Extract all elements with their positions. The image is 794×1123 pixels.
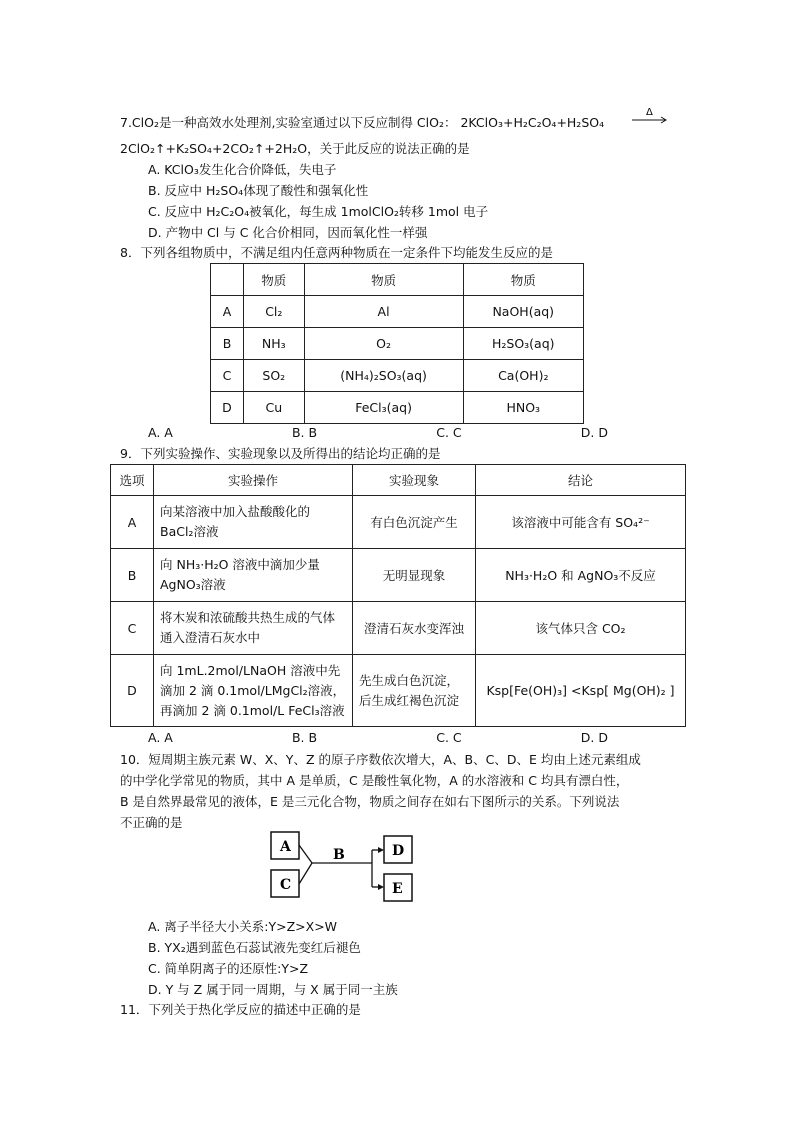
- table-header-cell: 物质: [244, 264, 305, 296]
- q7-stem-line1: 7.ClO₂是一种高效水处理剂,实验室通过以下反应制得 ClO₂： 2KClO₃+H₂C₂O₄+H₂SO₄: [120, 115, 605, 130]
- table-row: [211, 296, 584, 328]
- q7-option-c: C. 反应中 H₂C₂O₄被氧化，每生成 1molClO₂转移 1mol 电子: [148, 204, 489, 219]
- table-cell: NH₃: [244, 328, 305, 360]
- choice-c: C. C: [436, 730, 462, 745]
- q10-stem-line3: B 是自然界最常见的液体，E 是三元化合物，物质之间存在如右下图所示的关系。下列说法: [120, 794, 620, 809]
- table-header-cell: 实验操作: [154, 465, 353, 496]
- table-cell: 向某溶液中加入盐酸酸化的 BaCl₂溶液: [154, 496, 353, 549]
- q11-stem: 11．下列关于热化学反应的描述中正确的是: [120, 1002, 361, 1017]
- table-row: [111, 496, 686, 549]
- q8-stem: 8．下列各组物质中，不满足组内任意两种物质在一定条件下均能发生反应的是: [120, 245, 553, 260]
- table-cell: C: [211, 360, 244, 392]
- reaction-arrow: [632, 106, 668, 124]
- choice-a: A. A: [148, 425, 173, 440]
- table-cell: Cu: [244, 392, 305, 424]
- table-row: [211, 392, 584, 424]
- q10-option-c: C. 简单阴离子的还原性:Y>Z: [148, 961, 309, 976]
- table-cell: Cl₂: [244, 296, 305, 328]
- q7-option-a: A. KClO₃发生化合价降低，失电子: [148, 162, 337, 177]
- table-row: [111, 655, 686, 727]
- choice-d: D. D: [580, 730, 608, 745]
- table-header-row: [111, 465, 686, 496]
- q8-choices: [148, 425, 608, 440]
- table-cell: FeCl₃(aq): [304, 392, 463, 424]
- table-cell: 无明显现象: [353, 549, 476, 602]
- table-cell: H₂SO₃(aq): [463, 328, 583, 360]
- table-header-cell: 结论: [476, 465, 686, 496]
- table-cell: 澄清石灰水变浑浊: [353, 602, 476, 655]
- table-cell: Ksp[Fe(OH)₃] <Ksp[ Mg(OH)₂ ]: [476, 655, 686, 727]
- table-cell: D: [111, 655, 154, 727]
- table-header-cell: 物质: [463, 264, 583, 296]
- table-cell: 向 1mL.2mol/LNaOH 溶液中先滴加 2 滴 0.1mol/LMgCl₂溶液，再滴加 2 滴 0.1mol/L FeCl₃溶液: [154, 655, 353, 727]
- q7-option-b: B. 反应中 H₂SO₄体现了酸性和强氧化性: [148, 183, 369, 198]
- label-a: A: [280, 839, 291, 855]
- q10-stem-line1: 10．短周期主族元素 W、X、Y、Z 的原子序数依次增大，A、B、C、D、E 均由上述元素组成: [120, 752, 641, 767]
- choice-a: A. A: [148, 730, 173, 745]
- table-cell: SO₂: [244, 360, 305, 392]
- label-d: D: [392, 843, 405, 859]
- table-cell: Al: [304, 296, 463, 328]
- q10-option-b: B. YX₂遇到蓝色石蕊试液先变红后褪色: [148, 940, 361, 955]
- table-cell: C: [111, 602, 154, 655]
- table-header-cell: 实验现象: [353, 465, 476, 496]
- heat-condition: Δ: [646, 107, 653, 118]
- table-cell: 将木炭和浓硫酸共热生成的气体通入澄清石灰水中: [154, 602, 353, 655]
- table-row: [211, 360, 584, 392]
- table-cell: D: [211, 392, 244, 424]
- choice-b: B. B: [291, 730, 318, 745]
- choice-d: D. D: [580, 425, 608, 440]
- q10-option-d: D. Y 与 Z 属于同一周期，与 X 属于同一主族: [148, 982, 398, 997]
- table-cell: (NH₄)₂SO₃(aq): [304, 360, 463, 392]
- table-cell: 该气体只含 CO₂: [476, 602, 686, 655]
- label-e: E: [392, 881, 403, 897]
- table-header-cell: 选项: [111, 465, 154, 496]
- choice-b: B. B: [291, 425, 318, 440]
- table-cell: 该溶液中可能含有 SO₄²⁻: [476, 496, 686, 549]
- q10-stem-line4: 不正确的是: [120, 815, 183, 830]
- label-b: B: [333, 847, 345, 863]
- table-cell: B: [211, 328, 244, 360]
- table-row: [111, 602, 686, 655]
- table-cell: A: [211, 296, 244, 328]
- label-c: C: [280, 877, 292, 893]
- table-cell: O₂: [304, 328, 463, 360]
- table-cell: A: [111, 496, 154, 549]
- table-row: [111, 549, 686, 602]
- q9-stem: 9．下列实验操作、实验现象以及所得出的结论均正确的是: [120, 446, 441, 461]
- q7-stem-line2: 2ClO₂↑+K₂SO₄+2CO₂↑+2H₂O，关于此反应的说法正确的是: [120, 141, 470, 156]
- q9-table: [110, 464, 686, 727]
- q10-stem-line2: 的中学化学常见的物质，其中 A 是单质，C 是酸性氧化物，A 的水溶液和 C 均具有漂白性，: [120, 773, 629, 788]
- q10-option-a: A. 离子半径大小关系:Y>Z>X>W: [148, 919, 338, 934]
- table-cell: B: [111, 549, 154, 602]
- table-cell: 向 NH₃·H₂O 溶液中滴加少量 AgNO₃溶液: [154, 549, 353, 602]
- choice-c: C. C: [436, 425, 462, 440]
- q7-option-d: D. 产物中 Cl 与 C 化合价相同，因而氧化性一样强: [148, 225, 428, 240]
- table-cell: NaOH(aq): [463, 296, 583, 328]
- q10-relation-diagram: [268, 830, 418, 905]
- table-cell: Ca(OH)₂: [463, 360, 583, 392]
- table-cell: 有白色沉淀产生: [353, 496, 476, 549]
- table-cell: HNO₃: [463, 392, 583, 424]
- table-cell: NH₃·H₂O 和 AgNO₃不反应: [476, 549, 686, 602]
- table-header-cell: 物质: [304, 264, 463, 296]
- q8-table: [210, 263, 584, 424]
- table-header-cell: [211, 264, 244, 296]
- table-header-row: [211, 264, 584, 296]
- table-cell: 先生成白色沉淀，后生成红褐色沉淀: [353, 655, 476, 727]
- table-row: [211, 328, 584, 360]
- q9-choices: [148, 730, 608, 745]
